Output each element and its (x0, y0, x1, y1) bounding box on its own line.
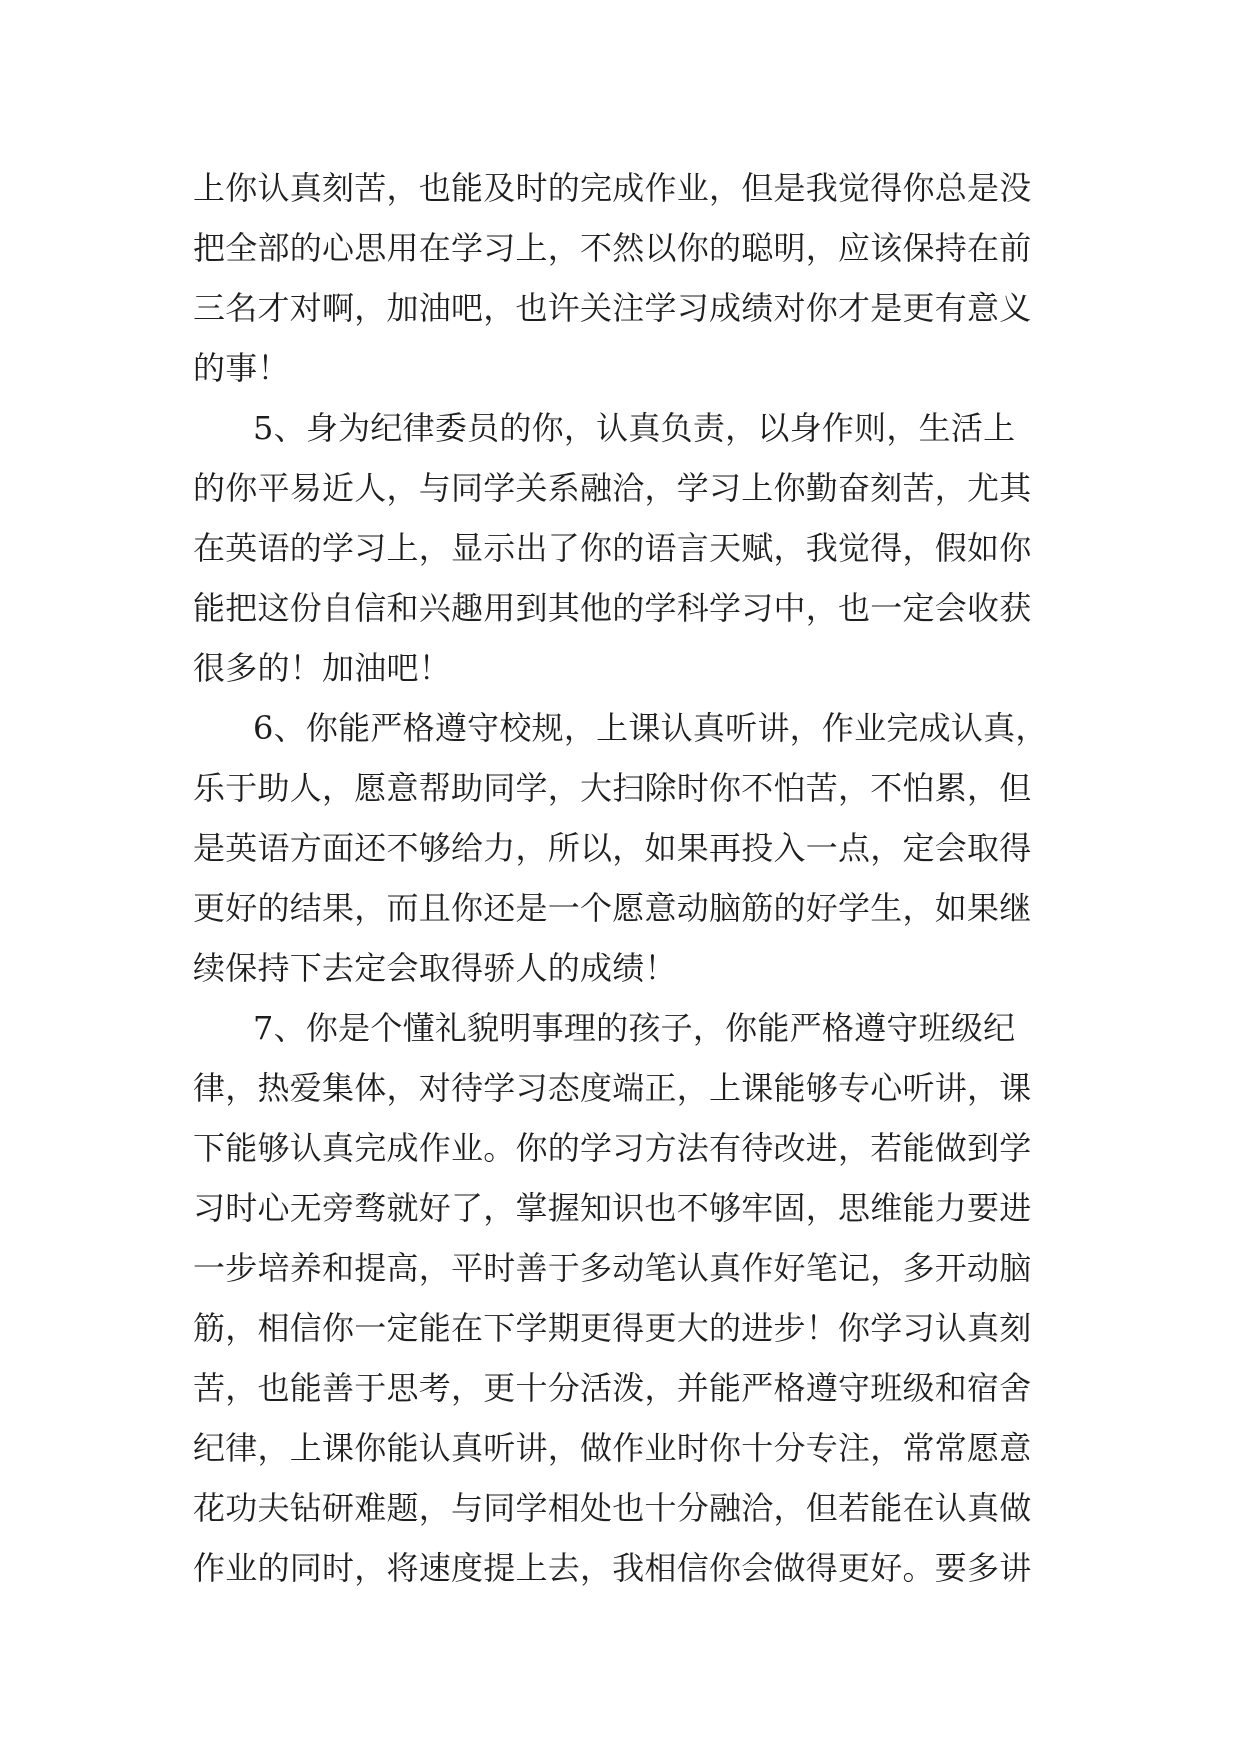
text-line: 的你平易近人，与同学关系融洽，学习上你勤奋刻苦，尤其 (193, 469, 1032, 507)
text-line: 一步培养和提高，平时善于多动笔认真作好笔记，多开动脑 (193, 1249, 1032, 1287)
text-line: 纪律，上课你能认真听讲，做作业时你十分专注，常常愿意 (193, 1429, 1032, 1467)
paragraph-7-first-line: 7、你是个懂礼貌明事理的孩子，你能严格遵守班级纪 (253, 1009, 1016, 1047)
text-line: 乐于助人，愿意帮助同学，大扫除时你不怕苦，不怕累，但 (193, 769, 1032, 807)
text-line: 三名才对啊，加油吧，也许关注学习成绩对你才是更有意义 (193, 289, 1032, 327)
text-line: 是英语方面还不够给力，所以，如果再投入一点，定会取得 (193, 829, 1032, 867)
text-line: 在英语的学习上，显示出了你的语言天赋，我觉得，假如你 (193, 529, 1032, 567)
text-line: 能把这份自信和兴趣用到其他的学科学习中，也一定会收获 (193, 589, 1032, 627)
text-line: 更好的结果，而且你还是一个愿意动脑筋的好学生，如果继 (193, 889, 1032, 927)
text-line: 习时心无旁骛就好了，掌握知识也不够牢固，思维能力要进 (193, 1189, 1032, 1227)
text-line: 律，热爱集体，对待学习态度端正，上课能够专心听讲，课 (193, 1069, 1032, 1107)
text-line: 续保持下去定会取得骄人的成绩！ (193, 949, 677, 987)
text-line: 苦，也能善于思考，更十分活泼，并能严格遵守班级和宿舍 (193, 1369, 1032, 1407)
document-body (193, 158, 1053, 1598)
text-line: 上你认真刻苦，也能及时的完成作业，但是我觉得你总是没 (193, 169, 1032, 207)
text-line: 把全部的心思用在学习上，不然以你的聪明，应该保持在前 (193, 229, 1032, 267)
paragraph-6-first-line: 6、你能严格遵守校规，上课认真听讲，作业完成认真， (253, 709, 1048, 747)
paragraph-5-first-line: 5、身为纪律委员的你，认真负责，以身作则，生活上 (253, 409, 1016, 447)
text-line: 很多的！加油吧！ (193, 649, 452, 687)
text-line: 花功夫钻研难题，与同学相处也十分融洽，但若能在认真做 (193, 1489, 1032, 1527)
text-line: 的事！ (193, 349, 290, 387)
text-line: 筋，相信你一定能在下学期更得更大的进步！你学习认真刻 (193, 1309, 1032, 1347)
text-line: 作业的同时，将速度提上去，我相信你会做得更好。要多讲 (193, 1549, 1032, 1587)
text-line: 下能够认真完成作业。你的学习方法有待改进，若能做到学 (193, 1129, 1032, 1167)
